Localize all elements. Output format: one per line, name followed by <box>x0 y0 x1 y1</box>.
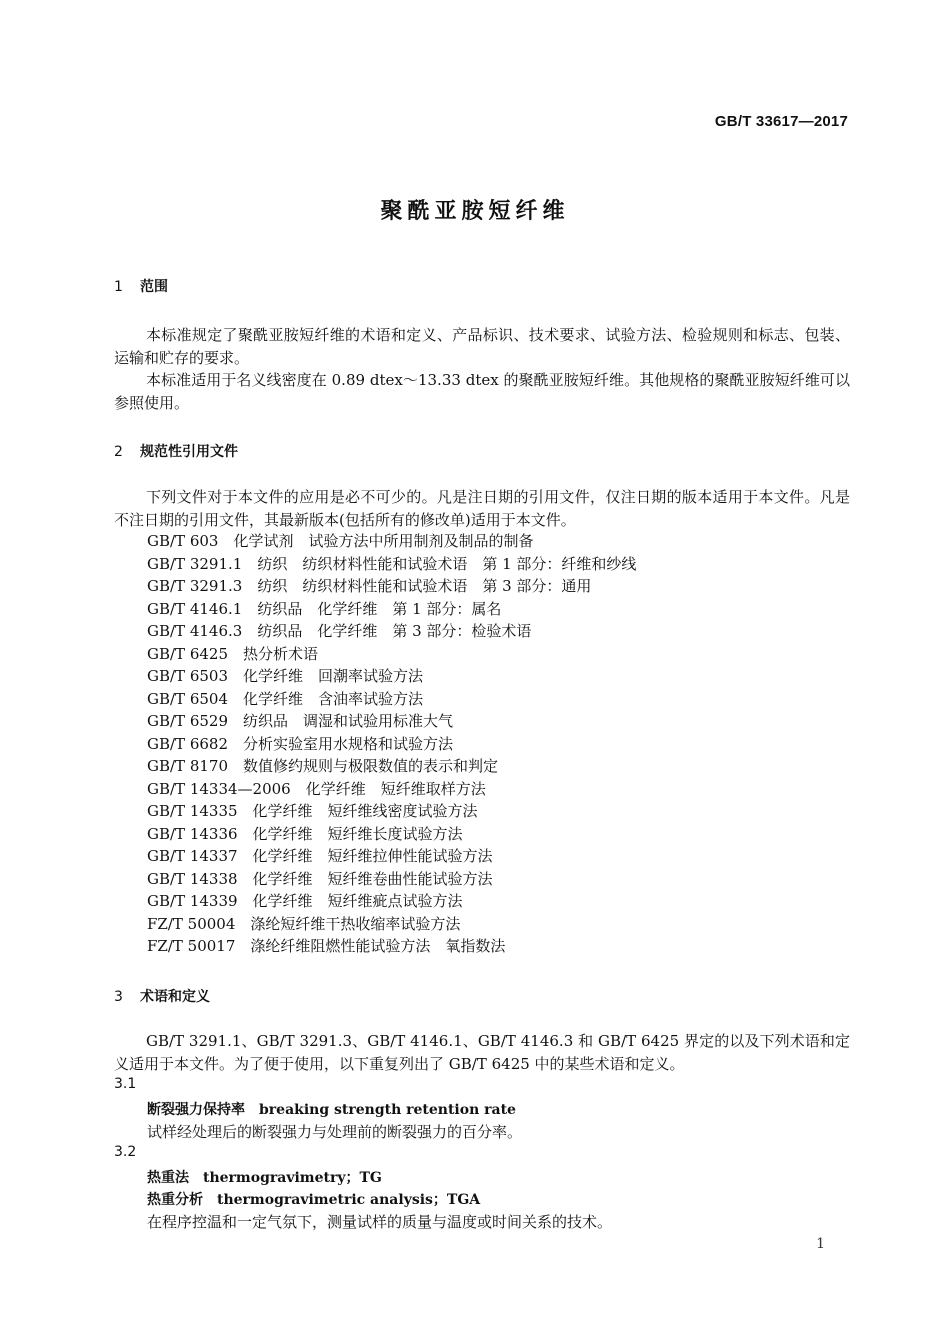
reference-item: GB/T 6529 纺织品 调湿和试验用标准大气 <box>147 712 454 730</box>
term-zh: 热重法 <box>147 1170 189 1186</box>
section-1-heading <box>114 276 168 296</box>
reference-item: GB/T 3291.3 纺织 纺织材料性能和试验术语 第 3 部分：通用 <box>147 577 592 595</box>
reference-item: GB/T 14338 化学纤维 短纤维卷曲性能试验方法 <box>147 869 493 888</box>
term-zh: 断裂强力保持率 <box>147 1102 245 1118</box>
term-en: breaking strength retention rate <box>259 1102 516 1118</box>
reference-item: GB/T 4146.3 纺织品 化学纤维 第 3 部分：检验术语 <box>147 622 532 640</box>
section-2-number: 2 <box>114 444 123 460</box>
normative-references-list <box>147 530 636 958</box>
standard-code: GB/T 33617—2017 <box>714 113 848 130</box>
term-en: thermogravimetry；TG <box>203 1170 382 1186</box>
section-1-number: 1 <box>114 279 123 295</box>
section-3-title: 术语和定义 <box>140 989 210 1005</box>
document-title: 聚酰亚胺短纤维 <box>380 199 570 224</box>
term-3-2-name-1 <box>147 1167 382 1187</box>
section-2-heading <box>114 441 238 461</box>
reference-item: GB/T 6425 热分析术语 <box>147 644 319 663</box>
section-3-number: 3 <box>114 989 123 1005</box>
term-3-2-name-2 <box>147 1189 480 1209</box>
reference-item: GB/T 14334—2006 化学纤维 短纤维取样方法 <box>147 779 486 798</box>
reference-item: GB/T 14335 化学纤维 短纤维线密度试验方法 <box>147 802 478 820</box>
reference-item: GB/T 4146.1 纺织品 化学纤维 第 1 部分：属名 <box>147 599 502 618</box>
reference-item: GB/T 14337 化学纤维 短纤维拉伸性能试验方法 <box>147 847 493 865</box>
term-3-2-definition: 在程序控温和一定气氛下，测量试样的质量与温度或时间关系的技术。 <box>147 1213 613 1231</box>
reference-item: GB/T 6504 化学纤维 含油率试验方法 <box>147 689 424 708</box>
section-2-intro: 下列文件对于本文件的应用是必不可少的。凡是注日期的引用文件，仅注日期的版本适用于本文件。凡是不注日期的引用文件，其最新版本(包括所有的修改单)适用于本文件。 <box>114 488 850 529</box>
term-3-1-definition: 试样经处理后的断裂强力与处理前的断裂强力的百分率。 <box>147 1123 523 1141</box>
reference-item: FZ/T 50004 涤纶短纤维干热收缩率试验方法 <box>147 914 461 933</box>
section-3-intro: GB/T 3291.1、GB/T 3291.3、GB/T 4146.1、GB/T 4146.3 和 GB/T 6425 界定的以及下列术语和定义适用于本文件。为了便于使用，以下重复列出了 GB/T 6425 中的某些术语和定义。 <box>114 1032 850 1073</box>
term-3-1-number: 3.1 <box>114 1076 137 1092</box>
page-number: 1 <box>816 1236 825 1252</box>
term-3-2-number: 3.2 <box>114 1144 137 1160</box>
reference-item: GB/T 3291.1 纺织 纺织材料性能和试验术语 第 1 部分：纤维和纱线 <box>147 554 637 573</box>
term-en: thermogravimetric analysis；TGA <box>217 1192 481 1208</box>
reference-item: GB/T 6682 分析实验室用水规格和试验方法 <box>147 734 454 753</box>
section-1-paragraph-2: 本标准适用于名义线密度在 0.89 dtex～13.33 dtex 的聚酰亚胺短纤维。其他规格的聚酰亚胺短纤维可以参照使用。 <box>114 371 850 412</box>
reference-item: FZ/T 50017 涤纶纤维阻燃性能试验方法 氧指数法 <box>147 937 506 955</box>
section-2-title: 规范性引用文件 <box>140 444 238 460</box>
section-1-title: 范围 <box>140 279 168 295</box>
reference-item: GB/T 6503 化学纤维 回潮率试验方法 <box>147 667 424 685</box>
section-1-paragraph-1: 本标准规定了聚酰亚胺短纤维的术语和定义、产品标识、技术要求、试验方法、检验规则和标志、包装、运输和贮存的要求。 <box>114 326 850 367</box>
reference-item: GB/T 8170 数值修约规则与极限数值的表示和判定 <box>147 757 499 775</box>
reference-item: GB/T 603 化学试剂 试验方法中所用制剂及制品的制备 <box>147 532 534 550</box>
reference-item: GB/T 14336 化学纤维 短纤维长度试验方法 <box>147 824 463 843</box>
term-zh: 热重分析 <box>147 1192 203 1208</box>
reference-item: GB/T 14339 化学纤维 短纤维疵点试验方法 <box>147 892 463 910</box>
term-3-1-name <box>147 1099 516 1119</box>
section-3-heading <box>114 986 210 1006</box>
